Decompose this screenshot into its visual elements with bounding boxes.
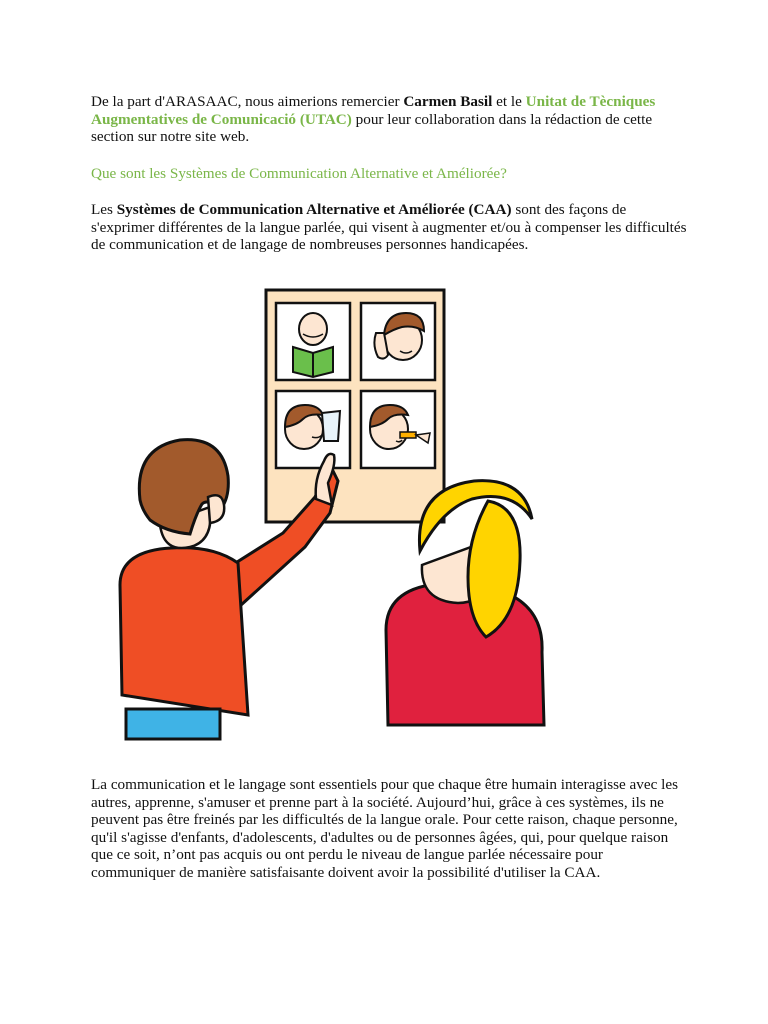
intro-text-2: et le — [492, 93, 526, 110]
section-heading: Que sont les Systèmes de Communication Alternative et Améliorée? — [91, 165, 507, 182]
contributor-name: Carmen Basil — [403, 93, 493, 110]
reading-child-icon — [276, 303, 350, 380]
listening-ear-icon — [361, 303, 435, 380]
organization-name: Unitat de Tècniques Augmentatives de Comunicació (UTAC) — [91, 93, 656, 128]
closing-paragraph: La communication et le langage sont essentiels pour que chaque être humain interagisse avec les autres, apprenne, s'amuser et prenne part à la société. Aujourd’hui, grâce à ces systèmes, ils ne peuvent pas être freinés par les difficultés de la langue orale. Pour cette raison, chaque personne, qu'il s'agisse d'enfants, d'adolescents, d'adultes ou de personnes âgées, qui, pour quelque raison que ce soit, n’ont pas acquis ou ont perdu le niveau de langue parlée nécessaire pour communiquer de manière satisfaisante doivent avoir la possibilité d'utiliser la CAA. — [91, 776, 679, 881]
intro-text-1: De la part d'ARASAAC, nous aimerions remercier — [91, 93, 404, 110]
intro-text-3: pour leur collaboration dans la rédaction de cette section sur notre site web. — [91, 110, 653, 146]
drinking-glass-icon — [276, 391, 350, 468]
definition-text-2: sont des façons de s'exprimer différentes de la langue parlée, qui visent à augmenter et/ou à compenser les difficultés de communication et de langage de nombreuses personnes handicapées. — [91, 201, 687, 254]
definition-term: Systèmes de Communication Alternative et Améliorée (CAA) — [116, 201, 512, 218]
intro-paragraph — [91, 93, 691, 146]
caa-illustration — [100, 285, 560, 745]
brushing-teeth-icon — [361, 391, 435, 468]
definition-paragraph — [91, 201, 691, 254]
pictogram-board — [266, 290, 444, 522]
definition-text-1: Les — [91, 201, 117, 218]
